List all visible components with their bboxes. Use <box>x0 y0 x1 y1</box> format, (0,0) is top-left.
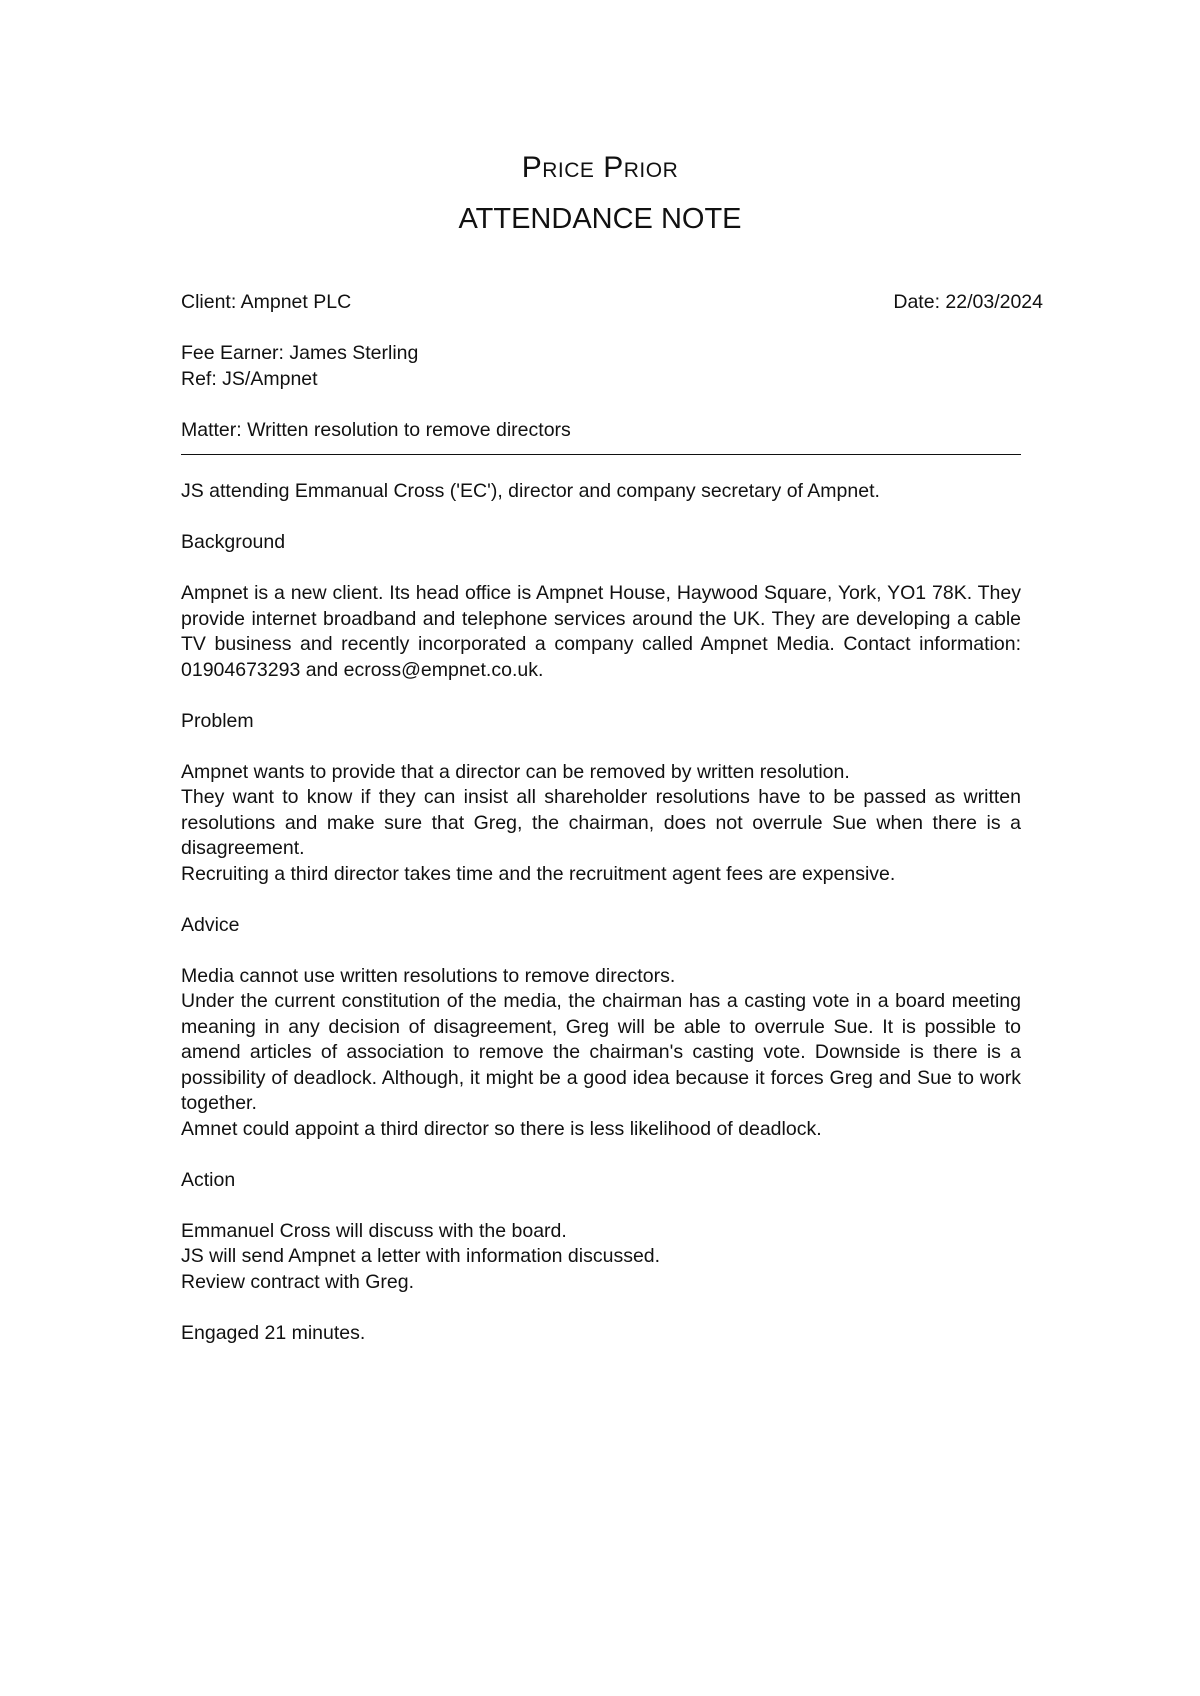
client-field: Client: Ampnet PLC <box>181 291 352 313</box>
advice-line-3: Amnet could appoint a third director so there is less likelihood of deadlock. <box>181 1117 822 1140</box>
advice-line-1: Media cannot use written resolutions to remove directors. <box>181 964 676 987</box>
background-heading: Background <box>181 531 286 553</box>
problem-line-3: Recruiting a third director takes time and the recruitment agent fees are expensive. <box>181 862 896 885</box>
intro-paragraph: JS attending Emmanual Cross ('EC'), director and company secretary of Ampnet. <box>181 480 880 502</box>
ref-field: Ref: JS/Ampnet <box>181 367 318 390</box>
problem-heading: Problem <box>181 709 254 732</box>
fee-earner-field: Fee Earner: James Sterling <box>181 342 419 364</box>
action-item: JS will send Ampnet a letter with information discussed. <box>181 1245 661 1267</box>
matter-field: Matter: Written resolution to remove directors <box>181 418 571 441</box>
problem-line-1: Ampnet wants to provide that a director can be removed by written resolution. <box>181 760 850 783</box>
firm-name: Price Prior <box>521 151 679 184</box>
background-paragraph: Ampnet is a new client. Its head office is Ampnet House, Haywood Square, York, YO1 78K. They provide internet broadband and telephone services around the UK. They are developing a cable TV business and recently incorporated a company called Ampnet Media. Contact information: 01904673293 and ecross@empnet.co.uk. <box>181 582 1021 681</box>
action-item: Emmanuel Cross will discuss with the board. <box>181 1219 567 1242</box>
date-field: Date: 22/03/2024 <box>893 291 1043 313</box>
action-item: Review contract with Greg. <box>181 1270 415 1293</box>
document-body <box>181 290 1043 1346</box>
problem-line-2: They want to know if they can insist all shareholder resolutions have to be passed as written resolutions and make sure that Greg, the chairman, does not overrule Sue when there is a disagreement. <box>181 786 1021 859</box>
advice-heading: Advice <box>181 913 240 936</box>
engaged-time: Engaged 21 minutes. <box>181 1321 366 1344</box>
action-heading: Action <box>181 1168 236 1191</box>
client-date-row <box>181 290 1043 316</box>
advice-line-2: Under the current constitution of the media, the chairman has a casting vote in a board meeting meaning in any decision of disagreement, Greg will be able to overrule Sue. It is possible to amend articles of association to remove the chairman's casting vote. Downside is there is a possibility of deadlock. Although, it might be a good idea because it forces Greg and Sue to work together. <box>181 990 1021 1114</box>
document-title: ATTENDANCE NOTE <box>458 203 742 235</box>
